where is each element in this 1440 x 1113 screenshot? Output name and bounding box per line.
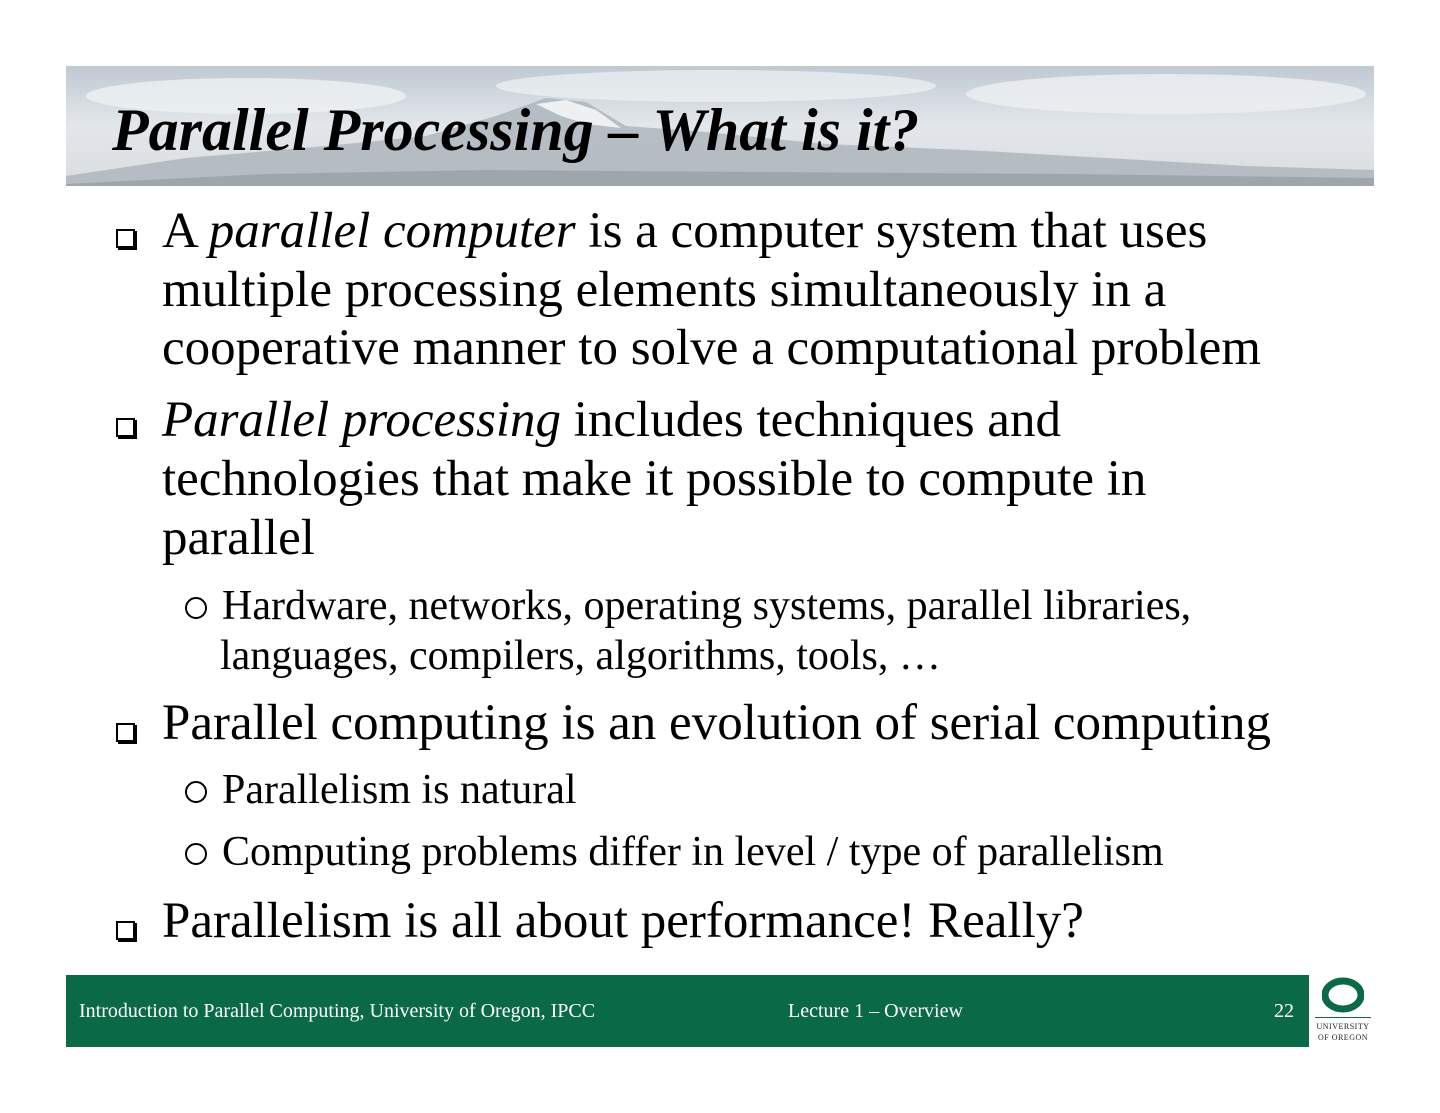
bullet-line: parallel	[162, 510, 315, 566]
page-number: 22	[1274, 1000, 1294, 1022]
circle-bullet-icon	[185, 781, 207, 803]
slide-title: Parallel Processing – What is it?	[112, 97, 920, 163]
logo-text-line1: UNIVERSITY	[1316, 1022, 1370, 1031]
bullet-line: Hardware, networks, operating systems, parallel libraries,	[222, 583, 1192, 629]
bullet-line	[162, 391, 1061, 449]
title-banner	[66, 66, 1374, 186]
bullet-text: includes techniques and	[561, 392, 1061, 448]
bullet-line: technologies that make it possible to compute in	[162, 451, 1147, 507]
square-bullet-icon	[116, 723, 135, 742]
bullet-line: languages, compilers, algorithms, tools, …	[220, 633, 941, 679]
course-name: Introduction to Parallel Computing, University of Oregon, IPCC	[79, 1000, 596, 1022]
university-logo	[1313, 975, 1373, 1047]
bullet-text: A	[162, 203, 209, 259]
emphasis-term: parallel computer	[208, 203, 576, 259]
bullet-line	[162, 202, 1207, 260]
circle-bullet-icon	[185, 843, 207, 865]
oregon-o-icon	[1322, 977, 1364, 1013]
bullet-line: Computing problems differ in level / type of parallelism	[222, 829, 1164, 875]
logo-text-line2: OF OREGON	[1317, 1033, 1369, 1042]
circle-bullet-icon	[185, 597, 207, 619]
bullet-line: Parallelism is all about performance! Really?	[162, 893, 1084, 949]
square-bullet-icon	[116, 229, 135, 248]
bullet-line: cooperative manner to solve a computational problem	[162, 320, 1261, 376]
square-bullet-icon	[116, 921, 135, 940]
lecture-title: Lecture 1 – Overview	[788, 1000, 963, 1022]
logo-divider	[1315, 1017, 1371, 1018]
bullet-text: is a computer system that uses	[575, 203, 1208, 259]
emphasis-term: Parallel processing	[162, 392, 561, 448]
square-bullet-icon	[116, 418, 135, 437]
bullet-line: Parallelism is natural	[222, 767, 577, 813]
slide-footer	[66, 975, 1309, 1047]
bullet-line: multiple processing elements simultaneously in a	[162, 262, 1167, 318]
bullet-line: Parallel computing is an evolution of serial computing	[162, 695, 1272, 751]
